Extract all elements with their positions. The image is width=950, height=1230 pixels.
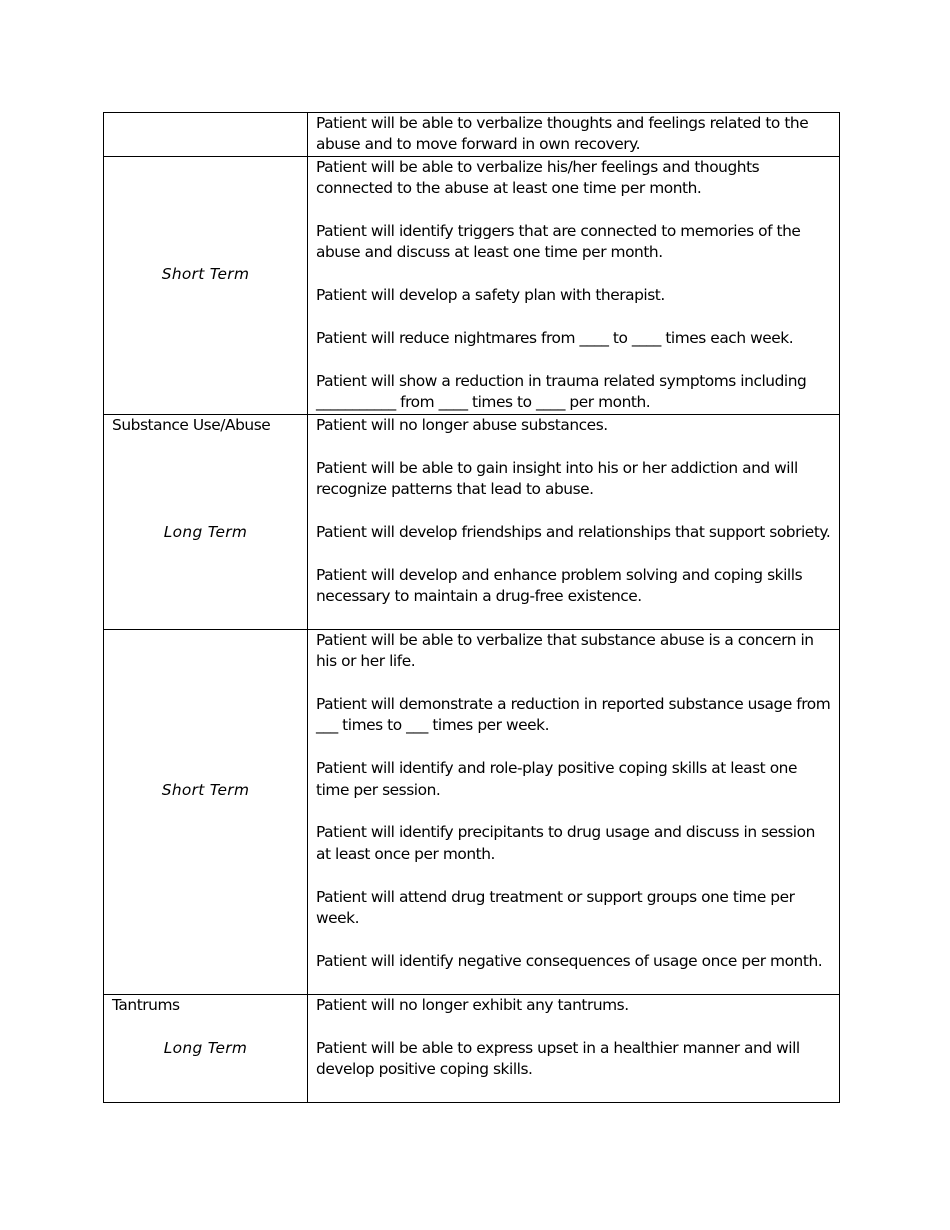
category-cell xyxy=(104,629,308,994)
term-label: Short Term xyxy=(161,780,250,799)
category-cell xyxy=(104,994,308,1102)
goal-text: Patient will be able to express upset in a healthier manner and will develop positive coping skills. xyxy=(316,1038,800,1079)
term-label: Long Term xyxy=(163,522,248,541)
goal-text: Patient will identify triggers that are connected to memories of the abuse and discuss at least one time per month. xyxy=(316,222,801,262)
category-cell xyxy=(104,113,308,157)
table-row xyxy=(104,994,840,1102)
term-label: Short Term xyxy=(161,264,250,283)
goals-cell xyxy=(308,414,840,629)
table-row xyxy=(104,629,840,994)
goal-text: Patient will identify precipitants to drug usage and discuss in session at least once per month. xyxy=(316,823,815,863)
goal-text: Patient will be able to gain insight into his or her addiction and will recognize patterns that lead to abuse. xyxy=(316,458,798,499)
goal-text: Patient will develop a safety plan with therapist. xyxy=(316,286,665,305)
goal-text: Patient will attend drug treatment or support groups one time per week. xyxy=(316,887,795,928)
goal-text: Patient will be able to verbalize thoughts and feelings related to the abuse and to move forward in own recovery. xyxy=(316,114,809,154)
category-cell xyxy=(104,156,308,414)
goal-text: Patient will show a reduction in trauma related symptoms including ___________ from ____ times to ____ per month. xyxy=(316,371,807,412)
category-cell xyxy=(104,414,308,629)
goal-text: Patient will develop and enhance problem solving and coping skills necessary to maintain a drug-free existence. xyxy=(316,565,803,606)
treatment-goals-table xyxy=(103,112,840,1103)
goal-text: Patient will reduce nightmares from ____ to ____ times each week. xyxy=(316,329,794,348)
goal-text: Patient will be able to verbalize his/her feelings and thoughts connected to the abuse at least one time per month. xyxy=(316,157,760,198)
table-row xyxy=(104,414,840,629)
table-row xyxy=(104,113,840,157)
goal-text: Patient will be able to verbalize that substance abuse is a concern in his or her life. xyxy=(316,630,814,671)
category-title: Tantrums xyxy=(112,995,180,1014)
goal-text: Patient will demonstrate a reduction in reported substance usage from ___ times to ___ times per week. xyxy=(316,695,831,735)
goals-cell xyxy=(308,629,840,994)
goals-cell xyxy=(308,113,840,157)
category-title: Substance Use/Abuse xyxy=(112,415,271,434)
goals-cell xyxy=(308,156,840,414)
table-row xyxy=(104,156,840,414)
goal-text: Patient will no longer exhibit any tantrums. xyxy=(316,995,629,1014)
term-label: Long Term xyxy=(163,1038,248,1057)
goal-text: Patient will identify and role-play positive coping skills at least one time per session. xyxy=(316,759,797,799)
goals-cell xyxy=(308,994,840,1102)
goal-text: Patient will develop friendships and relationships that support sobriety. xyxy=(316,522,831,541)
goal-text: Patient will identify negative consequences of usage once per month. xyxy=(316,951,823,970)
goal-text: Patient will no longer abuse substances. xyxy=(316,415,608,434)
